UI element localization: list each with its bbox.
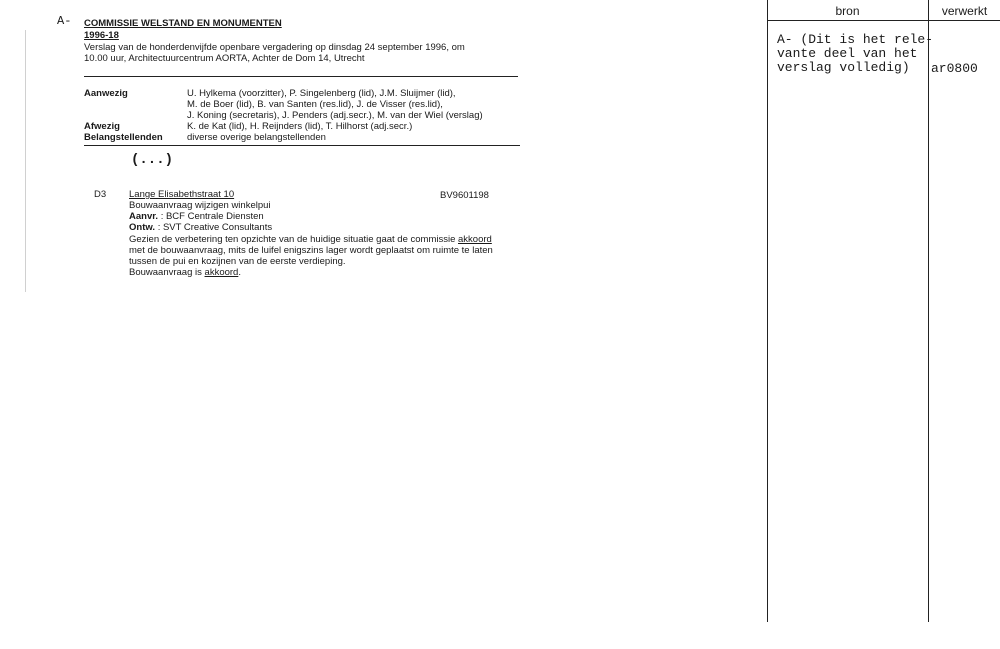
item-address: Lange Elisabethstraat 10	[129, 189, 235, 200]
item-text-4-end: .	[238, 267, 241, 278]
present-line: U. Hylkema (voorzitter), P. Singelenberg (lid), J.M. Sluijmer (lid),	[187, 88, 456, 99]
attendance-rule	[84, 145, 520, 146]
present-line: M. de Boer (lid), B. van Santen (res.lid), J. de Visser (res.lid),	[187, 99, 443, 110]
item-code: D3	[94, 189, 107, 200]
item-reference: BV9601198	[440, 190, 489, 201]
present-names	[187, 88, 483, 121]
item-text-4: Bouwaanvraag is	[129, 267, 205, 278]
report-number: 1996-18	[84, 30, 119, 41]
margin-mark: A-	[57, 14, 72, 28]
applicant-value: : BCF Centrale Diensten	[160, 211, 264, 222]
ellipsis-mark: (...)	[131, 152, 174, 168]
applicant-label: Aanvr.	[129, 211, 159, 222]
present-line: J. Koning (secretaris), J. Penders (adj.secr.), M. van der Wiel (verslag)	[187, 110, 483, 121]
header-rule	[84, 76, 518, 77]
absent-names: K. de Kat (lid), H. Reijnders (lid), T. Hilhorst (adj.secr.)	[187, 121, 413, 132]
source-note	[777, 33, 933, 75]
table-header-rule	[767, 20, 1000, 21]
header-line-2: 10.00 uur, Architectuurcentrum AORTA, Achter de Dom 14, Utrecht	[84, 53, 365, 64]
item-text-line-2: met de bouwaanvraag, mits de luifel enigszins lager wordt geplaatst om ruimte te laten	[129, 245, 493, 256]
source-note-line: vante deel van het	[777, 46, 918, 61]
present-label: Aanwezig	[84, 88, 128, 99]
item-text-line-3: tussen de pui en kozijnen van de eerste verdieping.	[129, 256, 346, 267]
approved-mark: akkoord	[204, 267, 239, 278]
item-applicant	[129, 211, 264, 222]
interested-label: Belangstellenden	[84, 132, 163, 143]
table-divider	[928, 0, 929, 622]
approved-mark: akkoord	[458, 234, 492, 245]
processed-code: ar0800	[931, 61, 978, 76]
source-note-line: A- (Dit is het rele-	[777, 32, 934, 47]
col-header-source: bron	[835, 4, 860, 18]
interested-text: diverse overige belangstellenden	[187, 132, 326, 143]
item-text-1: Gezien de verbetering ten opzichte van de huidige situatie gaat de commissie	[129, 234, 459, 245]
item-text-line-4	[129, 267, 241, 278]
left-margin-line	[25, 30, 26, 292]
col-header-processed: verwerkt	[941, 4, 988, 18]
committee-title: COMMISSIE WELSTAND EN MONUMENTEN	[84, 18, 282, 29]
designer-label: Ontw.	[129, 222, 156, 233]
item-designer	[129, 222, 272, 233]
absent-label: Afwezig	[84, 121, 120, 132]
item-text-line-1	[129, 234, 492, 245]
source-note-line: verslag volledig)	[777, 60, 910, 75]
header-line-1: Verslag van de honderdenvijfde openbare vergadering op dinsdag 24 september 1996, om	[84, 42, 465, 53]
item-subject: Bouwaanvraag wijzigen winkelpui	[129, 200, 271, 211]
table-left-border	[767, 0, 768, 622]
designer-value: : SVT Creative Consultants	[157, 222, 273, 233]
